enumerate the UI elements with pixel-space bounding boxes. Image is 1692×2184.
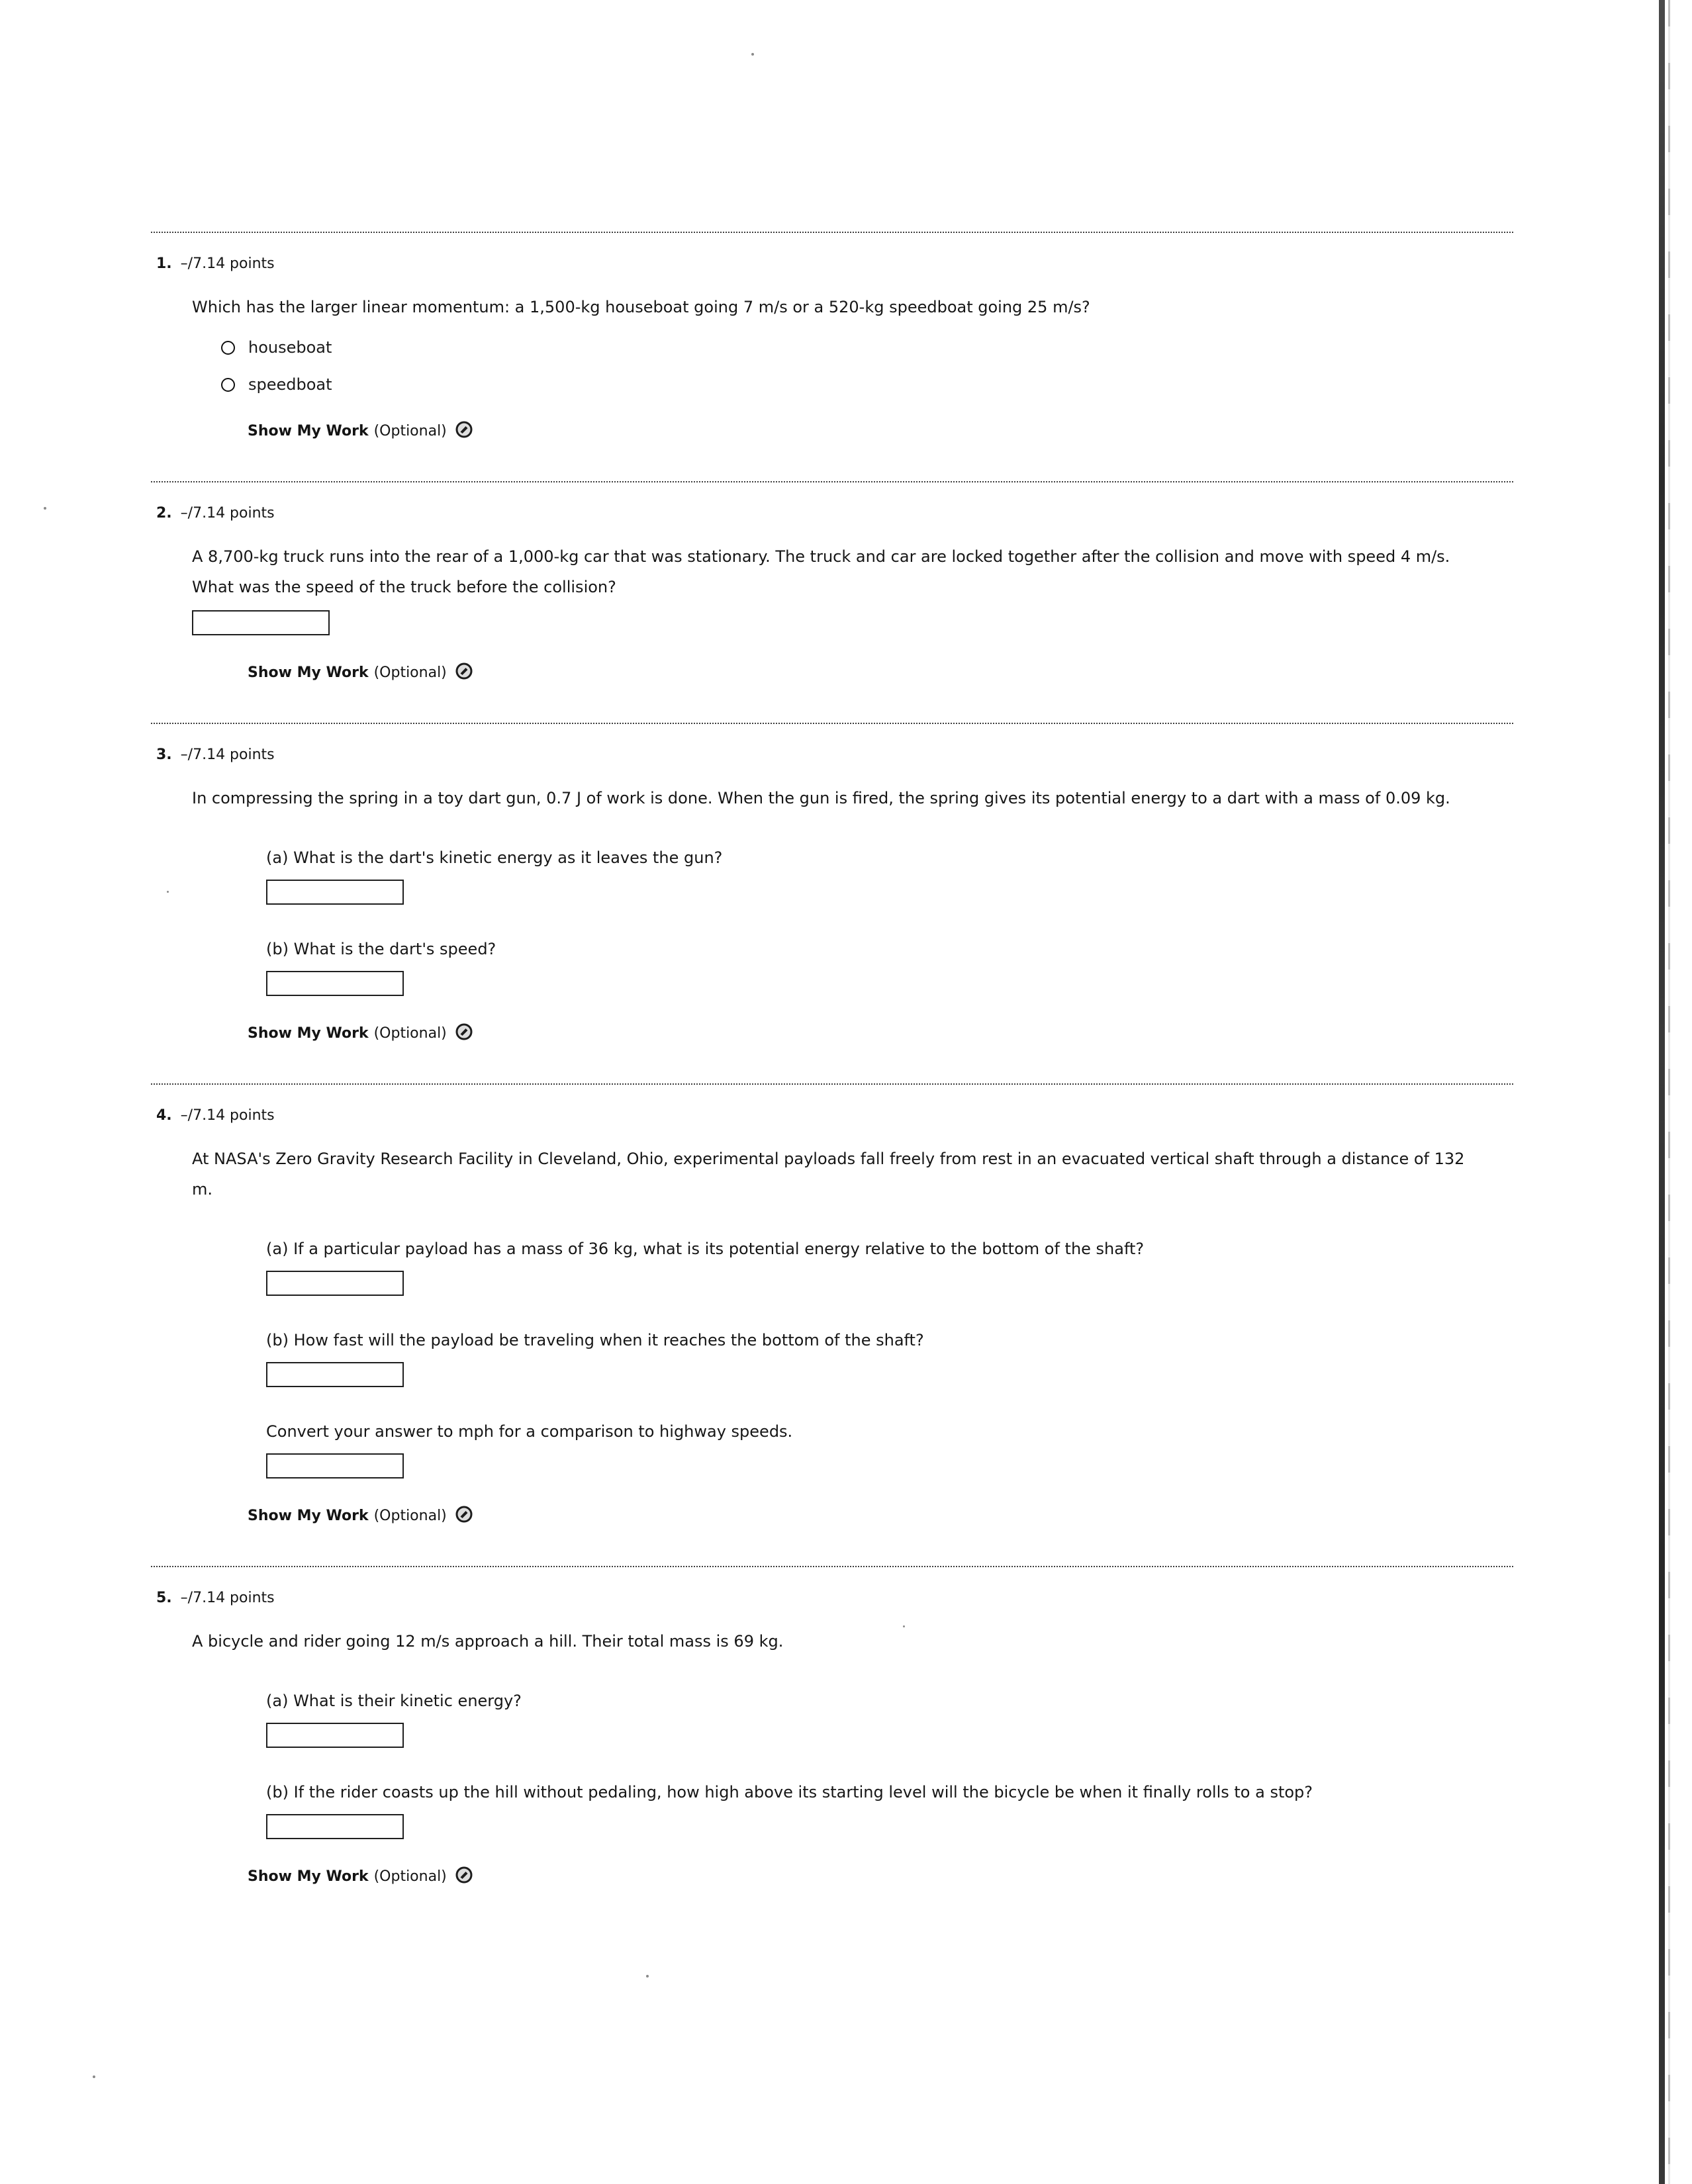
show-my-work-label: Show My Work (248, 422, 369, 439)
question-number: 4. (156, 1107, 172, 1124)
scan-speck (44, 507, 46, 510)
show-my-work-label: Show My Work (248, 1868, 369, 1885)
radio-label: speedboat (248, 375, 332, 394)
show-my-work-optional: (Optional) (373, 1024, 447, 1042)
radio-option-speedboat[interactable] (221, 375, 1513, 394)
question-parts (192, 1686, 1513, 1839)
question-2 (151, 481, 1513, 723)
part-b (266, 934, 1513, 996)
scan-edge-artifact-light (1668, 0, 1670, 2184)
answer-input[interactable] (266, 1271, 404, 1296)
show-my-work-toggle[interactable] (248, 422, 473, 440)
scan-speck (167, 891, 169, 893)
question-text: In compressing the spring in a toy dart gun, 0.7 J of work is done. When the gun is fired, the spring gives its potential energy to a dart with a mass of 0.09 kg. (192, 789, 1450, 807)
answer-input[interactable] (192, 610, 330, 635)
question-1 (151, 232, 1513, 481)
radio-button[interactable] (221, 378, 235, 392)
answer-input[interactable] (266, 1814, 404, 1839)
question-points: –/7.14 points (180, 747, 275, 763)
radio-label: houseboat (248, 338, 332, 357)
question-number: 3. (156, 747, 172, 763)
radio-option-houseboat[interactable] (221, 338, 1513, 357)
question-text: A 8,700-kg truck runs into the rear of a 1,000-kg car that was stationary. The truck and car are locked together after the collision and move with speed 4 m/s. What was the speed of the truck before the collision? (192, 547, 1450, 596)
question-5-body (192, 1626, 1513, 1886)
part-convert (266, 1416, 1513, 1479)
part-a (266, 1234, 1513, 1296)
answer-input[interactable] (266, 1453, 404, 1479)
part-label: (a) What is their kinetic energy? (266, 1692, 522, 1710)
question-text: A bicycle and rider going 12 m/s approach a hill. Their total mass is 69 kg. (192, 1632, 784, 1651)
show-my-work-toggle[interactable] (248, 1506, 473, 1525)
show-my-work-toggle[interactable] (248, 1024, 473, 1042)
question-points: –/7.14 points (180, 255, 275, 272)
part-label: (b) If the rider coasts up the hill without pedaling, how high above its starting level will the bicycle be when it finally rolls to a stop? (266, 1783, 1313, 1801)
question-number: 5. (156, 1590, 172, 1606)
show-my-work-icon[interactable] (455, 1023, 473, 1041)
part-label: (a) What is the dart's kinetic energy as it leaves the gun? (266, 848, 723, 867)
scan-speck (751, 53, 754, 56)
question-text: At NASA's Zero Gravity Research Facility in Cleveland, Ohio, experimental payloads fall freely from rest in an evacuated vertical shaft through a distance of 132 m. (192, 1150, 1465, 1199)
scan-speck (646, 1975, 649, 1978)
part-label: (a) If a particular payload has a mass of 36 kg, what is its potential energy relative to the bottom of the shaft? (266, 1240, 1145, 1258)
part-label: (b) How fast will the payload be traveling when it reaches the bottom of the shaft? (266, 1331, 924, 1349)
show-my-work-icon[interactable] (455, 420, 473, 439)
part-label: Convert your answer to mph for a comparison to highway speeds. (266, 1422, 793, 1441)
show-my-work-icon[interactable] (455, 1505, 473, 1524)
question-parts (192, 1234, 1513, 1479)
question-2-header (156, 505, 1513, 522)
question-4-header (156, 1107, 1513, 1124)
radio-button[interactable] (221, 341, 235, 355)
show-my-work-toggle[interactable] (248, 1867, 473, 1886)
scan-speck (903, 1625, 905, 1627)
question-parts (192, 842, 1513, 996)
show-my-work-optional: (Optional) (373, 664, 447, 681)
part-label: (b) What is the dart's speed? (266, 940, 496, 958)
answer-input[interactable] (266, 1362, 404, 1387)
answer-input[interactable] (266, 971, 404, 996)
question-text: Which has the larger linear momentum: a 1,500-kg houseboat going 7 m/s or a 520-kg speedboat going 25 m/s? (192, 298, 1090, 316)
question-points: –/7.14 points (180, 1107, 275, 1124)
question-1-body (192, 292, 1513, 440)
show-my-work-optional: (Optional) (373, 1507, 447, 1524)
question-number: 1. (156, 255, 172, 272)
part-b (266, 1325, 1513, 1387)
scan-speck (93, 2075, 95, 2078)
part-a (266, 1686, 1513, 1748)
question-4-body (192, 1144, 1513, 1525)
answer-input[interactable] (266, 880, 404, 905)
show-my-work-toggle[interactable] (248, 663, 473, 682)
answer-input[interactable] (266, 1723, 404, 1748)
show-my-work-label: Show My Work (248, 1507, 369, 1524)
question-points: –/7.14 points (180, 1590, 275, 1606)
scan-edge-artifact (1659, 0, 1665, 2184)
show-my-work-icon[interactable] (455, 662, 473, 680)
question-1-header (156, 255, 1513, 272)
radio-group (221, 338, 1513, 394)
show-my-work-icon[interactable] (455, 1866, 473, 1884)
question-points: –/7.14 points (180, 505, 275, 522)
part-a (266, 842, 1513, 905)
question-3 (151, 723, 1513, 1083)
question-5 (151, 1566, 1513, 1927)
question-number: 2. (156, 505, 172, 522)
question-5-header (156, 1590, 1513, 1606)
show-my-work-label: Show My Work (248, 1024, 369, 1042)
show-my-work-label: Show My Work (248, 664, 369, 681)
question-4 (151, 1083, 1513, 1566)
question-3-header (156, 747, 1513, 763)
question-2-body (192, 541, 1513, 682)
question-list (151, 232, 1513, 1927)
part-b (266, 1777, 1513, 1839)
show-my-work-optional: (Optional) (373, 422, 447, 439)
show-my-work-optional: (Optional) (373, 1868, 447, 1885)
question-3-body (192, 783, 1513, 1042)
